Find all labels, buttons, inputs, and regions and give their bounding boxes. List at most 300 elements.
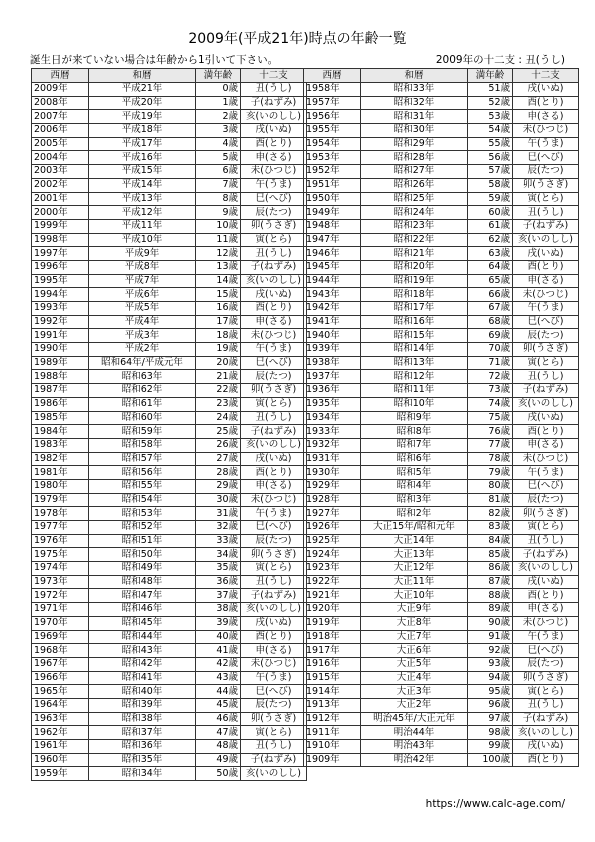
cell-wareki: 昭和16年 <box>361 315 468 329</box>
cell-age: 7歳 <box>196 178 241 192</box>
cell-wareki: 大正15年/昭和元年 <box>361 521 468 535</box>
cell-seireki: 1975年 <box>32 548 89 562</box>
footer-url[interactable]: https://www.calc-age.com/ <box>425 798 565 810</box>
cell-seireki: 1936年 <box>304 384 361 398</box>
cell-wareki: 昭和63年 <box>89 370 196 384</box>
cell-eto: 亥(いのしし) <box>513 562 579 576</box>
table-row <box>304 110 579 124</box>
cell-eto: 巳(へび) <box>513 479 579 493</box>
table-row <box>32 206 307 220</box>
table-row <box>304 411 579 425</box>
cell-seireki: 1942年 <box>304 302 361 316</box>
header-eto: 十二支 <box>241 69 307 83</box>
cell-wareki: 昭和29年 <box>361 137 468 151</box>
cell-age: 63歳 <box>468 247 513 261</box>
cell-age: 96歳 <box>468 698 513 712</box>
cell-eto: 丑(うし) <box>513 698 579 712</box>
table-row <box>32 671 307 685</box>
cell-wareki: 昭和31年 <box>361 110 468 124</box>
cell-seireki: 1990年 <box>32 343 89 357</box>
table-row <box>32 589 307 603</box>
cell-seireki: 1962年 <box>32 726 89 740</box>
page-title: 2009年(平成21年)時点の年齢一覧 <box>188 31 407 47</box>
cell-age: 0歳 <box>196 83 241 97</box>
table-row <box>304 274 579 288</box>
cell-eto: 卯(うさぎ) <box>241 712 307 726</box>
table-row <box>304 575 579 589</box>
cell-age: 11歳 <box>196 233 241 247</box>
cell-eto: 戌(いぬ) <box>513 247 579 261</box>
cell-eto: 子(ねずみ) <box>241 589 307 603</box>
cell-eto: 亥(いのしし) <box>241 438 307 452</box>
cell-age: 2歳 <box>196 110 241 124</box>
cell-eto: 酉(とり) <box>513 96 579 110</box>
cell-age: 82歳 <box>468 507 513 521</box>
cell-age: 87歳 <box>468 575 513 589</box>
cell-eto: 丑(うし) <box>241 740 307 754</box>
cell-age: 47歳 <box>196 726 241 740</box>
cell-age: 65歳 <box>468 274 513 288</box>
cell-age: 55歳 <box>468 137 513 151</box>
header-age: 満年齢 <box>196 69 241 83</box>
cell-eto: 酉(とり) <box>513 260 579 274</box>
cell-wareki: 昭和30年 <box>361 124 468 138</box>
cell-wareki: 大正13年 <box>361 548 468 562</box>
cell-wareki: 昭和41年 <box>89 671 196 685</box>
table-row <box>32 329 307 343</box>
cell-seireki: 1922年 <box>304 575 361 589</box>
cell-age: 84歳 <box>468 534 513 548</box>
cell-seireki: 2007年 <box>32 110 89 124</box>
cell-seireki: 1989年 <box>32 356 89 370</box>
table-row <box>304 329 579 343</box>
cell-seireki: 2005年 <box>32 137 89 151</box>
cell-eto: 子(ねずみ) <box>241 425 307 439</box>
cell-seireki: 1925年 <box>304 534 361 548</box>
cell-wareki: 平成8年 <box>89 260 196 274</box>
cell-seireki: 1940年 <box>304 329 361 343</box>
table-row <box>304 425 579 439</box>
cell-seireki: 1929年 <box>304 479 361 493</box>
table-row <box>32 124 307 138</box>
cell-age: 57歳 <box>468 165 513 179</box>
table-row <box>304 288 579 302</box>
cell-seireki: 1965年 <box>32 685 89 699</box>
cell-wareki: 平成9年 <box>89 247 196 261</box>
cell-eto: 未(ひつじ) <box>513 452 579 466</box>
cell-seireki: 1921年 <box>304 589 361 603</box>
cell-seireki: 1950年 <box>304 192 361 206</box>
cell-wareki: 昭和10年 <box>361 397 468 411</box>
cell-seireki: 1953年 <box>304 151 361 165</box>
cell-seireki: 1947年 <box>304 233 361 247</box>
cell-age: 6歳 <box>196 165 241 179</box>
cell-eto: 午(うま) <box>513 466 579 480</box>
cell-age: 69歳 <box>468 329 513 343</box>
cell-eto: 卯(うさぎ) <box>513 507 579 521</box>
table-row <box>32 425 307 439</box>
cell-eto: 戌(いぬ) <box>241 452 307 466</box>
cell-wareki: 明治45年/大正元年 <box>361 712 468 726</box>
cell-wareki: 平成16年 <box>89 151 196 165</box>
cell-wareki: 昭和36年 <box>89 740 196 754</box>
cell-wareki: 平成3年 <box>89 329 196 343</box>
table-row <box>304 562 579 576</box>
cell-wareki: 大正14年 <box>361 534 468 548</box>
table-row <box>304 247 579 261</box>
cell-seireki: 1960年 <box>32 753 89 767</box>
cell-eto: 亥(いのしし) <box>513 726 579 740</box>
cell-eto: 辰(たつ) <box>241 206 307 220</box>
cell-eto: 未(ひつじ) <box>513 124 579 138</box>
cell-wareki: 昭和48年 <box>89 575 196 589</box>
cell-age: 32歳 <box>196 521 241 535</box>
cell-wareki: 昭和9年 <box>361 411 468 425</box>
cell-wareki: 昭和60年 <box>89 411 196 425</box>
cell-age: 100歳 <box>468 753 513 767</box>
cell-seireki: 1966年 <box>32 671 89 685</box>
cell-seireki: 1918年 <box>304 630 361 644</box>
cell-seireki: 1992年 <box>32 315 89 329</box>
cell-eto: 亥(いのしし) <box>241 767 307 781</box>
cell-age: 52歳 <box>468 96 513 110</box>
cell-seireki: 1963年 <box>32 712 89 726</box>
cell-seireki: 1972年 <box>32 589 89 603</box>
cell-eto: 子(ねずみ) <box>241 96 307 110</box>
cell-wareki: 大正9年 <box>361 603 468 617</box>
cell-seireki: 1994年 <box>32 288 89 302</box>
cell-seireki: 2008年 <box>32 96 89 110</box>
cell-seireki: 2000年 <box>32 206 89 220</box>
cell-eto: 酉(とり) <box>513 753 579 767</box>
cell-age: 34歳 <box>196 548 241 562</box>
cell-seireki: 1996年 <box>32 260 89 274</box>
table-row <box>304 384 579 398</box>
table-row <box>304 151 579 165</box>
cell-wareki: 昭和49年 <box>89 562 196 576</box>
table-row <box>304 124 579 138</box>
cell-age: 31歳 <box>196 507 241 521</box>
cell-age: 74歳 <box>468 397 513 411</box>
cell-age: 92歳 <box>468 644 513 658</box>
cell-seireki: 1951年 <box>304 178 361 192</box>
cell-age: 68歳 <box>468 315 513 329</box>
cell-wareki: 平成13年 <box>89 192 196 206</box>
cell-eto: 卯(うさぎ) <box>513 178 579 192</box>
table-row <box>32 110 307 124</box>
cell-eto: 巳(へび) <box>513 644 579 658</box>
cell-seireki: 1987年 <box>32 384 89 398</box>
cell-eto: 子(ねずみ) <box>513 219 579 233</box>
cell-wareki: 平成20年 <box>89 96 196 110</box>
table-row <box>304 466 579 480</box>
table-row <box>304 521 579 535</box>
table-row <box>304 302 579 316</box>
cell-eto: 辰(たつ) <box>241 370 307 384</box>
table-row <box>304 589 579 603</box>
cell-age: 44歳 <box>196 685 241 699</box>
table-row <box>32 302 307 316</box>
cell-seireki: 1978年 <box>32 507 89 521</box>
table-row <box>304 370 579 384</box>
age-table-left <box>31 68 307 781</box>
cell-seireki: 2002年 <box>32 178 89 192</box>
cell-age: 99歳 <box>468 740 513 754</box>
cell-eto: 戌(いぬ) <box>241 616 307 630</box>
cell-age: 78歳 <box>468 452 513 466</box>
cell-seireki: 1938年 <box>304 356 361 370</box>
cell-eto: 未(ひつじ) <box>513 616 579 630</box>
cell-eto: 戌(いぬ) <box>241 288 307 302</box>
cell-age: 15歳 <box>196 288 241 302</box>
table-row <box>32 644 307 658</box>
cell-wareki: 昭和53年 <box>89 507 196 521</box>
cell-age: 51歳 <box>468 83 513 97</box>
cell-wareki: 平成18年 <box>89 124 196 138</box>
cell-wareki: 昭和56年 <box>89 466 196 480</box>
cell-seireki: 1977年 <box>32 521 89 535</box>
cell-wareki: 昭和33年 <box>361 83 468 97</box>
cell-seireki: 1941年 <box>304 315 361 329</box>
header-wareki: 和暦 <box>361 69 468 83</box>
cell-eto: 寅(とら) <box>241 397 307 411</box>
table-row <box>304 726 579 740</box>
cell-seireki: 1983年 <box>32 438 89 452</box>
cell-eto: 丑(うし) <box>241 83 307 97</box>
cell-eto: 卯(うさぎ) <box>241 548 307 562</box>
cell-seireki: 1943年 <box>304 288 361 302</box>
cell-seireki: 1959年 <box>32 767 89 781</box>
cell-wareki: 昭和45年 <box>89 616 196 630</box>
table-row <box>304 96 579 110</box>
cell-seireki: 1988年 <box>32 370 89 384</box>
table-row <box>304 534 579 548</box>
cell-wareki: 平成11年 <box>89 219 196 233</box>
cell-age: 20歳 <box>196 356 241 370</box>
cell-age: 36歳 <box>196 575 241 589</box>
cell-eto: 亥(いのしし) <box>241 603 307 617</box>
cell-eto: 辰(たつ) <box>513 165 579 179</box>
cell-eto: 卯(うさぎ) <box>513 343 579 357</box>
cell-wareki: 昭和35年 <box>89 753 196 767</box>
table-row <box>32 603 307 617</box>
table-row <box>304 548 579 562</box>
cell-age: 27歳 <box>196 452 241 466</box>
cell-age: 95歳 <box>468 685 513 699</box>
table-row <box>304 206 579 220</box>
cell-eto: 巳(へび) <box>241 685 307 699</box>
cell-wareki: 昭和20年 <box>361 260 468 274</box>
cell-seireki: 1914年 <box>304 685 361 699</box>
cell-eto: 巳(へび) <box>513 151 579 165</box>
cell-age: 54歳 <box>468 124 513 138</box>
cell-eto: 酉(とり) <box>513 589 579 603</box>
table-row <box>32 726 307 740</box>
cell-wareki: 昭和59年 <box>89 425 196 439</box>
cell-seireki: 1956年 <box>304 110 361 124</box>
cell-wareki: 平成5年 <box>89 302 196 316</box>
cell-eto: 卯(うさぎ) <box>241 219 307 233</box>
cell-eto: 子(ねずみ) <box>513 384 579 398</box>
table-row <box>32 438 307 452</box>
cell-seireki: 1957年 <box>304 96 361 110</box>
cell-age: 16歳 <box>196 302 241 316</box>
cell-wareki: 昭和18年 <box>361 288 468 302</box>
cell-age: 42歳 <box>196 657 241 671</box>
table-row <box>32 479 307 493</box>
cell-wareki: 大正12年 <box>361 562 468 576</box>
cell-wareki: 平成21年 <box>89 83 196 97</box>
table-row <box>32 493 307 507</box>
table-row <box>32 247 307 261</box>
cell-age: 5歳 <box>196 151 241 165</box>
cell-eto: 戌(いぬ) <box>513 83 579 97</box>
table-header-row <box>304 69 579 83</box>
cell-seireki: 2004年 <box>32 151 89 165</box>
cell-eto: 戌(いぬ) <box>513 575 579 589</box>
cell-wareki: 昭和47年 <box>89 589 196 603</box>
table-row <box>32 630 307 644</box>
cell-eto: 未(ひつじ) <box>241 493 307 507</box>
birthday-note: 誕生日が来ていない場合は年齢から1引いて下さい。 <box>30 54 279 66</box>
cell-age: 37歳 <box>196 589 241 603</box>
cell-seireki: 1920年 <box>304 603 361 617</box>
cell-seireki: 1961年 <box>32 740 89 754</box>
cell-eto: 巳(へび) <box>241 521 307 535</box>
cell-age: 24歳 <box>196 411 241 425</box>
table-row <box>304 603 579 617</box>
cell-wareki: 昭和28年 <box>361 151 468 165</box>
cell-eto: 巳(へび) <box>513 315 579 329</box>
table-row <box>32 698 307 712</box>
cell-age: 48歳 <box>196 740 241 754</box>
cell-eto: 申(さる) <box>241 479 307 493</box>
cell-eto: 丑(うし) <box>241 575 307 589</box>
table-row <box>304 178 579 192</box>
table-header-row <box>32 69 307 83</box>
table-row <box>32 466 307 480</box>
table-row <box>304 493 579 507</box>
table-row <box>304 219 579 233</box>
cell-wareki: 昭和39年 <box>89 698 196 712</box>
table-row <box>304 644 579 658</box>
table-row <box>304 137 579 151</box>
cell-wareki: 大正11年 <box>361 575 468 589</box>
cell-eto: 寅(とら) <box>513 356 579 370</box>
cell-eto: 子(ねずみ) <box>241 260 307 274</box>
cell-seireki: 2003年 <box>32 165 89 179</box>
cell-wareki: 昭和12年 <box>361 370 468 384</box>
table-row <box>32 397 307 411</box>
table-row <box>304 343 579 357</box>
cell-seireki: 2006年 <box>32 124 89 138</box>
cell-eto: 酉(とり) <box>241 466 307 480</box>
table-row <box>32 288 307 302</box>
cell-wareki: 平成12年 <box>89 206 196 220</box>
cell-age: 85歳 <box>468 548 513 562</box>
cell-seireki: 1948年 <box>304 219 361 233</box>
cell-wareki: 昭和22年 <box>361 233 468 247</box>
cell-age: 62歳 <box>468 233 513 247</box>
table-row <box>304 233 579 247</box>
cell-seireki: 1949年 <box>304 206 361 220</box>
cell-eto: 戌(いぬ) <box>241 124 307 138</box>
cell-wareki: 昭和15年 <box>361 329 468 343</box>
cell-wareki: 明治42年 <box>361 753 468 767</box>
cell-seireki: 1984年 <box>32 425 89 439</box>
cell-wareki: 昭和57年 <box>89 452 196 466</box>
cell-age: 59歳 <box>468 192 513 206</box>
table-row <box>32 315 307 329</box>
cell-eto: 巳(へび) <box>241 356 307 370</box>
cell-eto: 午(うま) <box>241 343 307 357</box>
table-row <box>32 452 307 466</box>
cell-eto: 卯(うさぎ) <box>513 671 579 685</box>
cell-wareki: 大正8年 <box>361 616 468 630</box>
cell-seireki: 1981年 <box>32 466 89 480</box>
cell-seireki: 2009年 <box>32 83 89 97</box>
table-row <box>32 562 307 576</box>
cell-seireki: 1973年 <box>32 575 89 589</box>
cell-age: 67歳 <box>468 302 513 316</box>
table-row <box>32 534 307 548</box>
cell-eto: 戌(いぬ) <box>513 411 579 425</box>
cell-eto: 未(ひつじ) <box>241 165 307 179</box>
cell-wareki: 昭和40年 <box>89 685 196 699</box>
cell-eto: 未(ひつじ) <box>241 329 307 343</box>
table-row <box>304 740 579 754</box>
cell-age: 18歳 <box>196 329 241 343</box>
cell-wareki: 平成6年 <box>89 288 196 302</box>
cell-eto: 辰(たつ) <box>513 329 579 343</box>
cell-wareki: 昭和34年 <box>89 767 196 781</box>
cell-eto: 午(うま) <box>513 302 579 316</box>
cell-eto: 亥(いのしし) <box>241 274 307 288</box>
cell-eto: 申(さる) <box>513 438 579 452</box>
cell-age: 29歳 <box>196 479 241 493</box>
cell-wareki: 昭和50年 <box>89 548 196 562</box>
cell-seireki: 1986年 <box>32 397 89 411</box>
cell-seireki: 1955年 <box>304 124 361 138</box>
cell-age: 70歳 <box>468 343 513 357</box>
cell-age: 38歳 <box>196 603 241 617</box>
cell-seireki: 1998年 <box>32 233 89 247</box>
cell-wareki: 大正6年 <box>361 644 468 658</box>
cell-wareki: 昭和17年 <box>361 302 468 316</box>
cell-eto: 酉(とり) <box>241 302 307 316</box>
cell-wareki: 昭和4年 <box>361 479 468 493</box>
table-row <box>32 521 307 535</box>
cell-wareki: 平成10年 <box>89 233 196 247</box>
cell-seireki: 1934年 <box>304 411 361 425</box>
cell-seireki: 1945年 <box>304 260 361 274</box>
cell-age: 23歳 <box>196 397 241 411</box>
cell-wareki: 大正2年 <box>361 698 468 712</box>
header-seireki: 西暦 <box>304 69 361 83</box>
cell-wareki: 昭和58年 <box>89 438 196 452</box>
cell-wareki: 平成19年 <box>89 110 196 124</box>
cell-seireki: 1919年 <box>304 616 361 630</box>
cell-wareki: 昭和27年 <box>361 165 468 179</box>
cell-wareki: 昭和61年 <box>89 397 196 411</box>
cell-wareki: 昭和64年/平成元年 <box>89 356 196 370</box>
table-row <box>32 384 307 398</box>
cell-eto: 辰(たつ) <box>241 534 307 548</box>
cell-age: 73歳 <box>468 384 513 398</box>
cell-seireki: 1952年 <box>304 165 361 179</box>
table-row <box>304 83 579 97</box>
cell-eto: 午(うま) <box>513 630 579 644</box>
